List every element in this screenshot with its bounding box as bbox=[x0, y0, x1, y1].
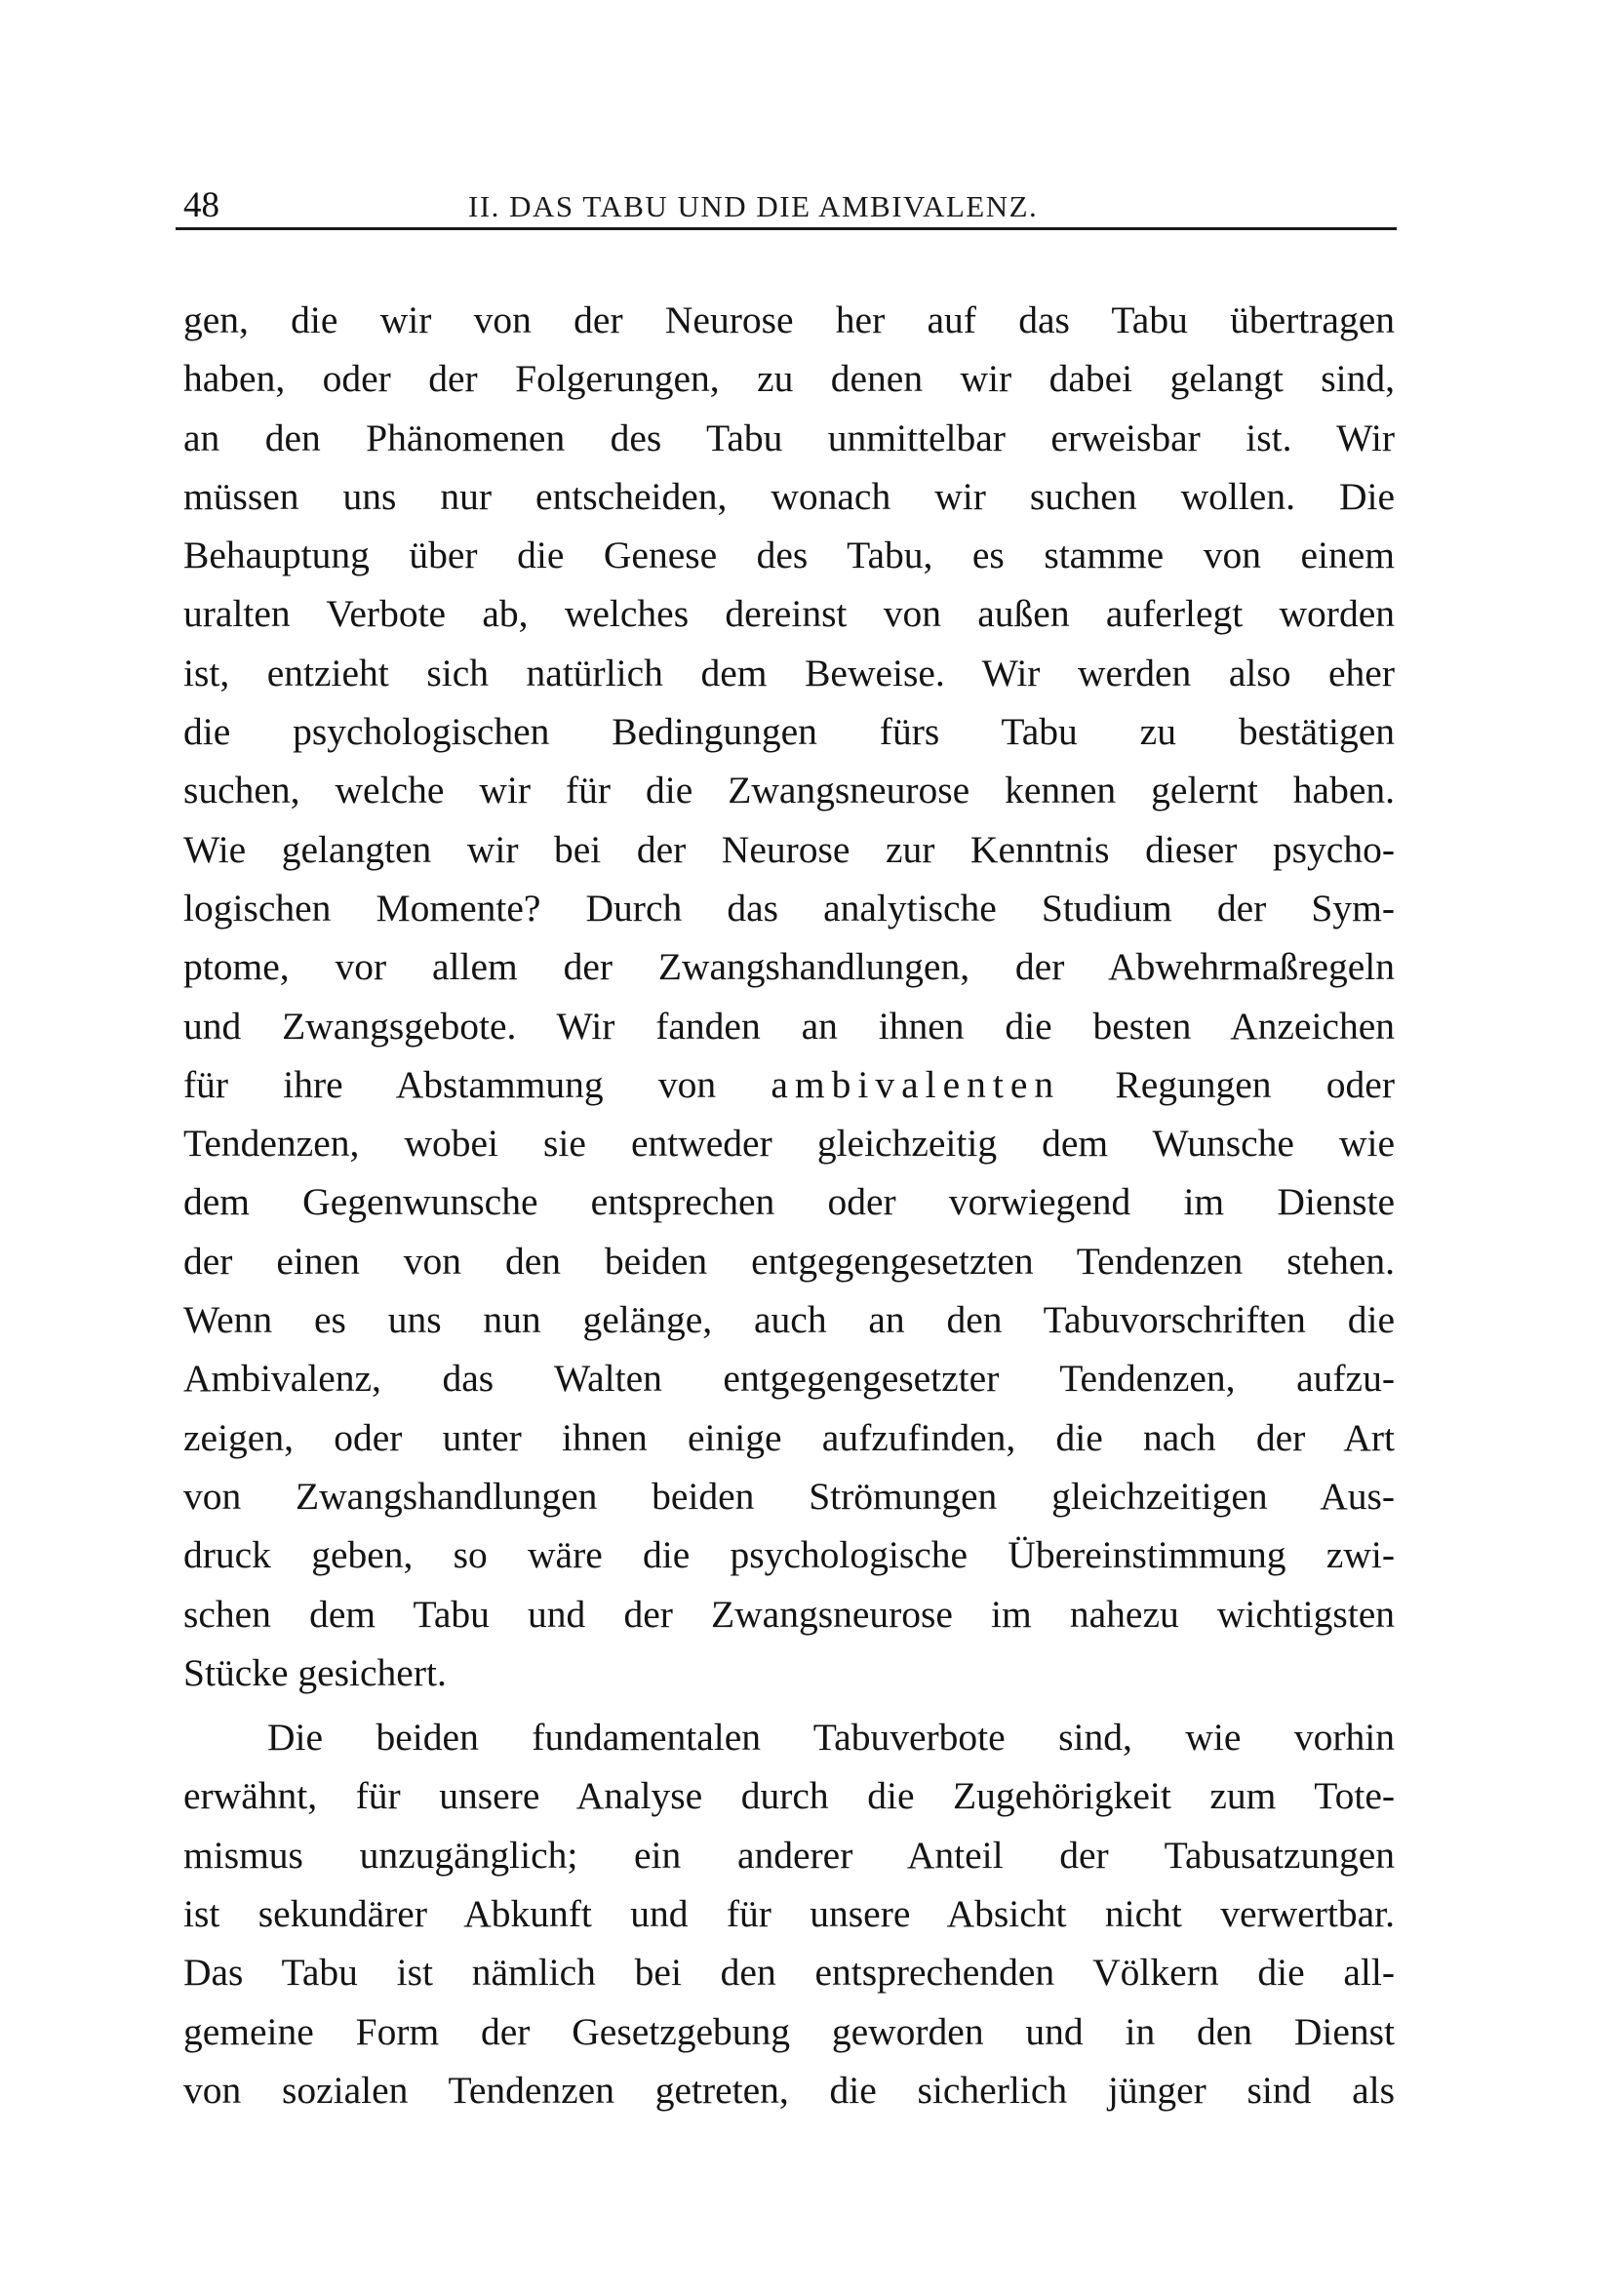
line-part: für ihre Abstammung von bbox=[183, 1062, 771, 1106]
header-rule bbox=[176, 227, 1397, 230]
text-line: ist sekundärer Abkunft und für unsere Absicht nicht verwertbar. bbox=[183, 1892, 1395, 1936]
text-line: ist, entzieht sich natürlich dem Beweise. Wir werden also eher bbox=[183, 651, 1395, 694]
text-line: müssen uns nur entscheiden, wonach wir suchen wollen. Die bbox=[183, 474, 1395, 518]
text-line: dem Gegenwunsche entsprechen oder vorwiegend im Dienste bbox=[183, 1180, 1395, 1224]
text-line: druck geben, so wäre die psychologische Übereinstimmung zwi- bbox=[183, 1533, 1395, 1577]
chapter-title: II. DAS TABU UND DIE AMBIVALENZ. bbox=[468, 189, 1039, 223]
body-text bbox=[183, 291, 1395, 2119]
text-line: suchen, welche wir für die Zwangsneurose kennen gelernt haben. bbox=[183, 769, 1395, 812]
text-line: an den Phänomenen des Tabu unmittelbar erweisbar ist. Wir bbox=[183, 416, 1395, 459]
text-line: ptome, vor allem der Zwangshandlungen, der Abwehrmaßregeln bbox=[183, 945, 1395, 989]
text-line: logischen Momente? Durch das analytische Studium der Sym- bbox=[183, 886, 1395, 930]
text-line: Behauptung über die Genese des Tabu, es stamme von einem bbox=[183, 534, 1395, 577]
spaced-emphasis: ambivalenten bbox=[771, 1062, 1061, 1106]
text-line: Wenn es uns nun gelänge, auch an den Tabuvorschriften die bbox=[183, 1298, 1395, 1342]
text-line: Wie gelangten wir bei der Neurose zur Kenntnis dieser psycho- bbox=[183, 827, 1395, 871]
text-line: Stücke gesichert. bbox=[183, 1650, 447, 1694]
text-line: uralten Verbote ab, welches dereinst von außen auferlegt worden bbox=[183, 592, 1395, 636]
text-line: die psychologischen Bedingungen fürs Tabu zu bestätigen bbox=[183, 710, 1395, 754]
text-line: Tendenzen, wobei sie entweder gleichzeitig dem Wunsche wie bbox=[183, 1122, 1395, 1166]
running-head bbox=[176, 183, 1395, 228]
text-line: von Zwangshandlungen beiden Strömungen gleichzeitigen Aus- bbox=[183, 1474, 1395, 1518]
text-line: und Zwangsgebote. Wir fanden an ihnen die besten Anzeichen bbox=[183, 1004, 1395, 1048]
text-line: Die beiden fundamentalen Tabuverbote sind, wie vorhin bbox=[267, 1716, 1395, 1760]
text-line: zeigen, oder unter ihnen einige aufzufinden, die nach der Art bbox=[183, 1415, 1395, 1459]
text-line: haben, oder der Folgerungen, zu denen wir dabei gelangt sind, bbox=[183, 357, 1395, 401]
text-line: Das Tabu ist nämlich bei den entsprechenden Völkern die all- bbox=[183, 1951, 1395, 1995]
text-line: der einen von den beiden entgegengesetzten Tendenzen stehen. bbox=[183, 1239, 1395, 1283]
line-part: Regungen oder bbox=[1060, 1062, 1395, 1106]
text-line: mismus unzugänglich; ein anderer Anteil der Tabusatzungen bbox=[183, 1833, 1395, 1877]
text-line: erwähnt, für unsere Analyse durch die Zugehörigkeit zum Tote- bbox=[183, 1774, 1395, 1818]
paragraph-2 bbox=[183, 1708, 1395, 2119]
paragraph-1 bbox=[183, 291, 1395, 1702]
text-line: von sozialen Tendenzen getreten, die sicherlich jünger sind als bbox=[183, 2068, 1395, 2112]
text-line: Ambivalenz, das Walten entgegengesetzter Tendenzen, aufzu- bbox=[183, 1357, 1395, 1401]
text-line: gemeine Form der Gesetzgebung geworden und in den Dienst bbox=[183, 2009, 1395, 2053]
page-number: 48 bbox=[183, 185, 219, 225]
text-line: gen, die wir von der Neurose her auf das Tabu übertragen bbox=[183, 298, 1395, 341]
text-line-emphasis bbox=[183, 1055, 1395, 1114]
text-line: schen dem Tabu und der Zwangsneurose im nahezu wichtigsten bbox=[183, 1592, 1395, 1636]
